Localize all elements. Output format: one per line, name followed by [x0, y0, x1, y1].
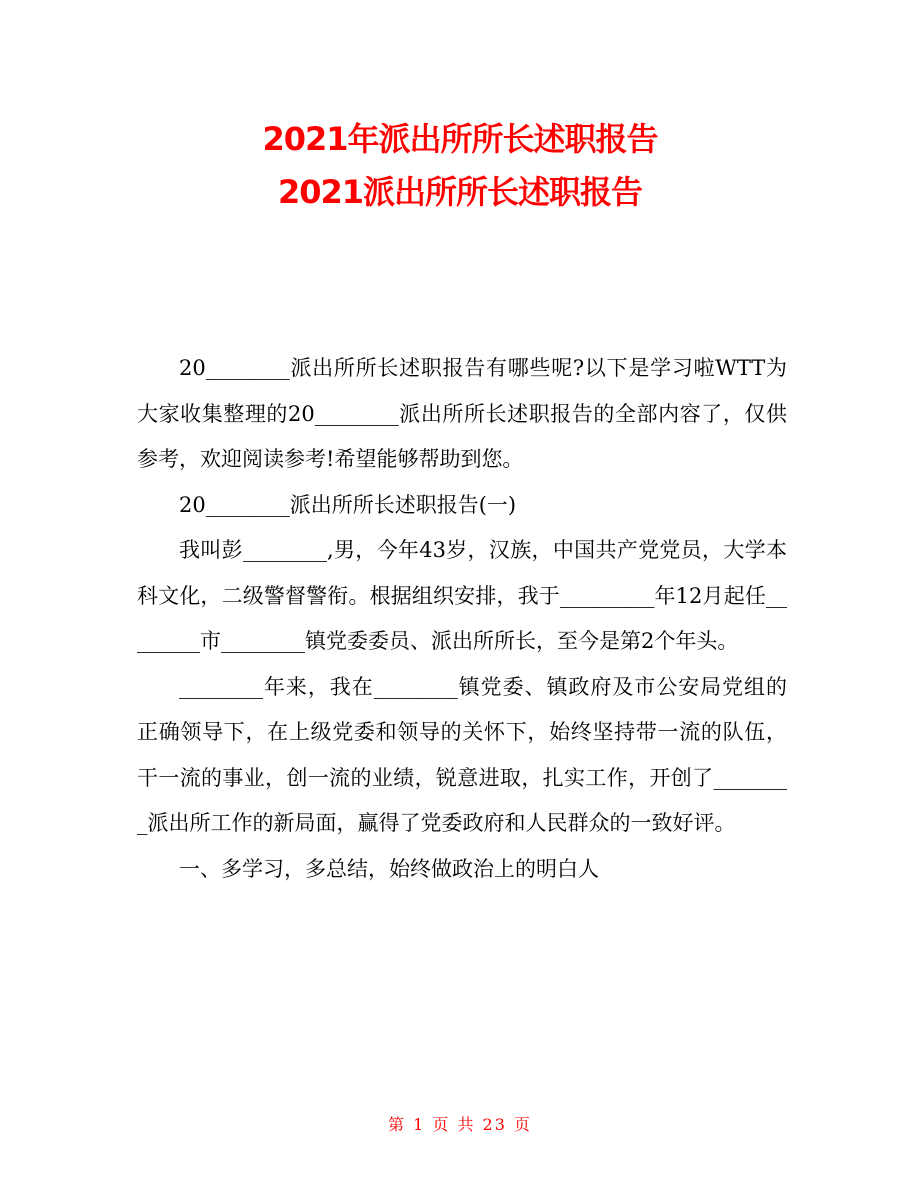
- document-body: [137, 346, 787, 892]
- page-number-footer: 第 1 页 共 23 页: [388, 1115, 532, 1134]
- paragraph-intro: 20________派出所所长述职报告有哪些呢?以下是学习啦WTT为大家收集整理的20________派出所所长述职报告的全部内容了，仅供参考，欢迎阅读参考!希望能够帮助到您。: [137, 356, 787, 471]
- paragraph-section-heading: 20________派出所所长述职报告(一): [179, 492, 517, 517]
- paragraph-overview: ________年来，我在________镇党委、镇政府及市公安局党组的正确领导下，在上级党委和领导的关怀下，始终坚持带一流的队伍，干一流的事业，创一流的业绩，锐意进取，扎实工作，开创了________派出所工作的新局面，赢得了党委政府和人民群众的一致好评。: [137, 674, 787, 835]
- document-subtitle: 2021派出所所长述职报告: [277, 173, 643, 211]
- document-title: 2021年派出所所长述职报告: [262, 120, 658, 158]
- paragraph-heading-one: 一、多学习，多总结，始终做政治上的明白人: [179, 856, 599, 881]
- paragraph-self-introduction: 我叫彭________,男，今年43岁，汉族，中国共产党党员，大学本科文化，二级警督警衔。根据组织安排，我于_________年12月起任________市________镇党委委员、派出所所长，至今是第2个年头。: [137, 538, 787, 653]
